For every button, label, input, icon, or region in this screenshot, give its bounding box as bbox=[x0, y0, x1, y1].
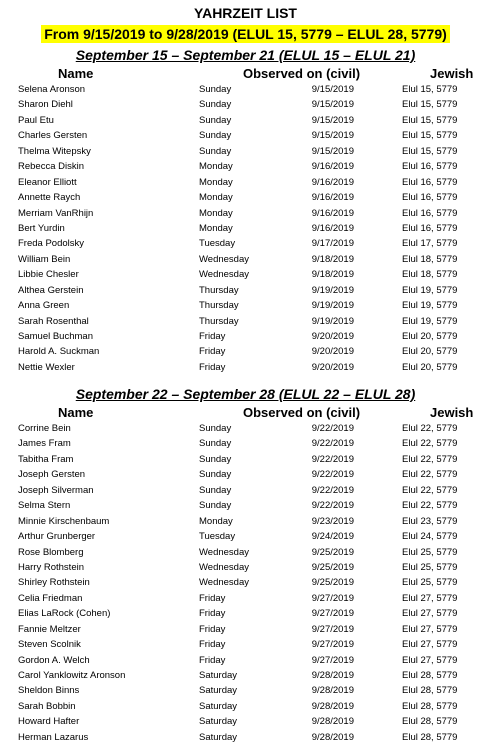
name-cell: Rebecca Diskin bbox=[18, 161, 84, 173]
column-header-row bbox=[0, 404, 491, 421]
week-section-1 bbox=[0, 46, 491, 375]
table-row bbox=[0, 236, 491, 251]
jewish-date-cell: Elul 22, 5779 bbox=[402, 423, 458, 434]
jewish-date-cell: Elul 16, 5779 bbox=[402, 176, 458, 188]
name-cell: Merriam VanRhijn bbox=[18, 207, 94, 219]
name-cell: Eleanor Elliott bbox=[18, 176, 77, 188]
civil-date-cell: 9/28/2019 bbox=[311, 700, 354, 712]
column-header-jewish: Jewish bbox=[430, 405, 474, 420]
table-row bbox=[0, 606, 491, 621]
date-range-text: From 9/15/2019 to 9/28/2019 (ELUL 15, 5779 – ELUL 28, 5779) bbox=[41, 25, 450, 43]
civil-date-cell: 9/19/2019 bbox=[311, 315, 354, 327]
jewish-date-cell: Elul 23, 5779 bbox=[402, 515, 458, 527]
jewish-date-cell: Elul 22, 5779 bbox=[402, 469, 458, 481]
table-row bbox=[0, 190, 491, 205]
table-row bbox=[0, 436, 491, 451]
jewish-date-cell: Elul 22, 5779 bbox=[402, 484, 458, 496]
yahrzeit-rows bbox=[0, 421, 491, 745]
weekday-cell: Monday bbox=[199, 207, 233, 219]
jewish-date-cell: Elul 15, 5779 bbox=[402, 130, 458, 142]
name-cell: Freda Podolsky bbox=[18, 238, 85, 250]
table-row bbox=[0, 545, 491, 560]
weekday-cell: Monday bbox=[199, 222, 233, 234]
weekday-cell: Saturday bbox=[199, 670, 238, 681]
weekday-cell: Sunday bbox=[199, 423, 232, 434]
table-row bbox=[0, 622, 491, 637]
jewish-date-cell: Elul 20, 5779 bbox=[402, 346, 458, 358]
civil-date-cell: 9/16/2019 bbox=[311, 207, 354, 219]
name-cell: Thelma Witepsky bbox=[18, 145, 91, 157]
table-row bbox=[0, 267, 491, 282]
civil-date-cell: 9/28/2019 bbox=[311, 670, 354, 681]
section-heading: September 15 – September 21 (ELUL 15 – ELUL 21) bbox=[75, 47, 416, 63]
weekday-cell: Saturday bbox=[199, 731, 238, 743]
weekday-cell: Sunday bbox=[199, 484, 232, 496]
table-row bbox=[0, 591, 491, 606]
civil-date-cell: 9/28/2019 bbox=[311, 716, 354, 728]
jewish-date-cell: Elul 16, 5779 bbox=[402, 161, 458, 173]
weekday-cell: Sunday bbox=[199, 84, 232, 95]
table-row bbox=[0, 452, 491, 467]
weekday-cell: Saturday bbox=[199, 685, 238, 697]
weekday-cell: Thursday bbox=[199, 284, 239, 296]
name-cell: Carol Yanklowitz Aronson bbox=[18, 670, 126, 681]
jewish-date-cell: Elul 27, 5779 bbox=[402, 654, 458, 666]
jewish-date-cell: Elul 22, 5779 bbox=[402, 438, 458, 450]
table-row bbox=[0, 206, 491, 221]
table-row bbox=[0, 421, 491, 436]
name-cell: Corrine Bein bbox=[18, 423, 71, 434]
civil-date-cell: 9/23/2019 bbox=[311, 515, 354, 527]
jewish-date-cell: Elul 15, 5779 bbox=[402, 84, 458, 95]
jewish-date-cell: Elul 20, 5779 bbox=[402, 331, 458, 342]
weekday-cell: Wednesday bbox=[199, 561, 249, 573]
column-header-observed: Observed on (civil) bbox=[243, 405, 361, 420]
name-cell: Minnie Kirschenbaum bbox=[18, 515, 110, 527]
weekday-cell: Saturday bbox=[199, 716, 238, 728]
table-row bbox=[0, 699, 491, 714]
weekday-cell: Friday bbox=[199, 623, 226, 635]
jewish-date-cell: Elul 28, 5779 bbox=[402, 685, 458, 697]
civil-date-cell: 9/27/2019 bbox=[311, 654, 354, 666]
civil-date-cell: 9/19/2019 bbox=[311, 284, 354, 296]
column-header-name: Name bbox=[58, 66, 94, 81]
table-row bbox=[0, 159, 491, 174]
name-cell: Joseph Gersten bbox=[18, 469, 86, 481]
table-row bbox=[0, 498, 491, 513]
table-row bbox=[0, 683, 491, 698]
civil-date-cell: 9/15/2019 bbox=[311, 84, 354, 95]
table-row bbox=[0, 360, 491, 375]
name-cell: Sheldon Binns bbox=[18, 685, 80, 697]
table-row bbox=[0, 221, 491, 236]
column-header-row bbox=[0, 65, 491, 82]
table-row bbox=[0, 144, 491, 159]
weekday-cell: Thursday bbox=[199, 300, 239, 312]
column-header-observed: Observed on (civil) bbox=[243, 66, 361, 81]
jewish-date-cell: Elul 27, 5779 bbox=[402, 639, 458, 651]
weekday-cell: Tuesday bbox=[199, 238, 236, 250]
weekday-cell: Sunday bbox=[199, 438, 232, 450]
jewish-date-cell: Elul 28, 5779 bbox=[402, 700, 458, 712]
yahrzeit-rows bbox=[0, 82, 491, 375]
name-cell: Celia Friedman bbox=[18, 592, 83, 604]
name-cell: Bert Yurdin bbox=[18, 222, 65, 234]
table-row bbox=[0, 314, 491, 329]
name-cell: Annette Raych bbox=[18, 192, 81, 204]
name-cell: Samuel Buchman bbox=[18, 331, 93, 342]
weekday-cell: Friday bbox=[199, 331, 226, 342]
weekday-cell: Friday bbox=[199, 592, 226, 604]
civil-date-cell: 9/22/2019 bbox=[311, 438, 354, 450]
table-row bbox=[0, 113, 491, 128]
name-cell: Selena Aronson bbox=[18, 84, 86, 95]
jewish-date-cell: Elul 19, 5779 bbox=[402, 315, 458, 327]
civil-date-cell: 9/18/2019 bbox=[311, 269, 354, 281]
table-row bbox=[0, 329, 491, 344]
jewish-date-cell: Elul 17, 5779 bbox=[402, 238, 458, 250]
table-row bbox=[0, 637, 491, 652]
civil-date-cell: 9/28/2019 bbox=[311, 685, 354, 697]
civil-date-cell: 9/22/2019 bbox=[311, 453, 354, 465]
date-range-banner bbox=[0, 25, 491, 44]
civil-date-cell: 9/24/2019 bbox=[311, 531, 354, 543]
name-cell: Gordon A. Welch bbox=[18, 654, 90, 666]
name-cell: Nettie Wexler bbox=[18, 361, 75, 373]
table-row bbox=[0, 730, 491, 745]
jewish-date-cell: Elul 24, 5779 bbox=[402, 531, 458, 543]
civil-date-cell: 9/20/2019 bbox=[311, 346, 354, 358]
name-cell: Selma Stern bbox=[18, 500, 71, 512]
table-row bbox=[0, 344, 491, 359]
jewish-date-cell: Elul 25, 5779 bbox=[402, 561, 458, 573]
jewish-date-cell: Elul 22, 5779 bbox=[402, 453, 458, 465]
week-section-2 bbox=[0, 385, 491, 745]
table-row bbox=[0, 653, 491, 668]
table-row bbox=[0, 483, 491, 498]
jewish-date-cell: Elul 27, 5779 bbox=[402, 623, 458, 635]
weekday-cell: Tuesday bbox=[199, 531, 236, 543]
weekday-cell: Sunday bbox=[199, 99, 232, 111]
jewish-date-cell: Elul 28, 5779 bbox=[402, 670, 458, 681]
jewish-date-cell: Elul 18, 5779 bbox=[402, 253, 458, 265]
civil-date-cell: 9/19/2019 bbox=[311, 300, 354, 312]
civil-date-cell: 9/20/2019 bbox=[311, 331, 354, 342]
column-header-jewish: Jewish bbox=[430, 66, 474, 81]
weekday-cell: Friday bbox=[199, 639, 226, 651]
weekday-cell: Sunday bbox=[199, 500, 232, 512]
name-cell: Elias LaRock (Cohen) bbox=[18, 608, 111, 620]
civil-date-cell: 9/18/2019 bbox=[311, 253, 354, 265]
civil-date-cell: 9/28/2019 bbox=[311, 731, 354, 743]
civil-date-cell: 9/16/2019 bbox=[311, 192, 354, 204]
name-cell: Harold A. Suckman bbox=[18, 346, 100, 358]
jewish-date-cell: Elul 28, 5779 bbox=[402, 716, 458, 728]
table-row bbox=[0, 560, 491, 575]
civil-date-cell: 9/22/2019 bbox=[311, 469, 354, 481]
jewish-date-cell: Elul 16, 5779 bbox=[402, 222, 458, 234]
jewish-date-cell: Elul 27, 5779 bbox=[402, 592, 458, 604]
weekday-cell: Saturday bbox=[199, 700, 238, 712]
name-cell: Rose Blomberg bbox=[18, 546, 84, 558]
table-row bbox=[0, 529, 491, 544]
name-cell: Shirley Rothstein bbox=[18, 577, 90, 589]
jewish-date-cell: Elul 25, 5779 bbox=[402, 546, 458, 558]
name-cell: Joseph Silverman bbox=[18, 484, 94, 496]
name-cell: Anna Green bbox=[18, 300, 70, 312]
weekday-cell: Wednesday bbox=[199, 546, 249, 558]
weekday-cell: Sunday bbox=[199, 453, 232, 465]
weekday-cell: Wednesday bbox=[199, 253, 249, 265]
civil-date-cell: 9/27/2019 bbox=[311, 608, 354, 620]
civil-date-cell: 9/15/2019 bbox=[311, 145, 354, 157]
civil-date-cell: 9/25/2019 bbox=[311, 546, 354, 558]
jewish-date-cell: Elul 25, 5779 bbox=[402, 577, 458, 589]
weekday-cell: Wednesday bbox=[199, 269, 249, 281]
weekday-cell: Sunday bbox=[199, 145, 232, 157]
jewish-date-cell: Elul 27, 5779 bbox=[402, 608, 458, 620]
name-cell: Howard Hafter bbox=[18, 716, 80, 728]
civil-date-cell: 9/27/2019 bbox=[311, 592, 354, 604]
table-row bbox=[0, 514, 491, 529]
name-cell: William Bein bbox=[18, 253, 71, 265]
civil-date-cell: 9/25/2019 bbox=[311, 577, 354, 589]
table-row bbox=[0, 175, 491, 190]
jewish-date-cell: Elul 20, 5779 bbox=[402, 361, 458, 373]
jewish-date-cell: Elul 15, 5779 bbox=[402, 99, 458, 111]
weekday-cell: Friday bbox=[199, 361, 226, 373]
name-cell: Herman Lazarus bbox=[18, 731, 89, 743]
jewish-date-cell: Elul 19, 5779 bbox=[402, 284, 458, 296]
weekday-cell: Wednesday bbox=[199, 577, 249, 589]
weekday-cell: Friday bbox=[199, 346, 226, 358]
table-row bbox=[0, 128, 491, 143]
table-row bbox=[0, 467, 491, 482]
name-cell: Sarah Rosenthal bbox=[18, 315, 89, 327]
table-row bbox=[0, 283, 491, 298]
name-cell: Steven Scolnik bbox=[18, 639, 81, 651]
jewish-date-cell: Elul 22, 5779 bbox=[402, 500, 458, 512]
table-row bbox=[0, 298, 491, 313]
column-header-name: Name bbox=[58, 405, 94, 420]
name-cell: Arthur Grunberger bbox=[18, 531, 96, 543]
jewish-date-cell: Elul 18, 5779 bbox=[402, 269, 458, 281]
weekday-cell: Sunday bbox=[199, 469, 232, 481]
weekday-cell: Sunday bbox=[199, 114, 232, 126]
civil-date-cell: 9/20/2019 bbox=[311, 361, 354, 373]
civil-date-cell: 9/15/2019 bbox=[311, 130, 354, 142]
civil-date-cell: 9/22/2019 bbox=[311, 423, 354, 434]
civil-date-cell: 9/16/2019 bbox=[311, 222, 354, 234]
name-cell: Tabitha Fram bbox=[18, 453, 74, 465]
civil-date-cell: 9/16/2019 bbox=[311, 161, 354, 173]
table-row bbox=[0, 82, 491, 97]
name-cell: Charles Gersten bbox=[18, 130, 88, 142]
table-row bbox=[0, 714, 491, 729]
name-cell: Sharon Diehl bbox=[18, 99, 73, 111]
weekday-cell: Monday bbox=[199, 161, 233, 173]
civil-date-cell: 9/15/2019 bbox=[311, 99, 354, 111]
table-row bbox=[0, 575, 491, 590]
name-cell: James Fram bbox=[18, 438, 71, 450]
civil-date-cell: 9/25/2019 bbox=[311, 561, 354, 573]
name-cell: Paul Etu bbox=[18, 114, 54, 126]
jewish-date-cell: Elul 28, 5779 bbox=[402, 731, 458, 743]
table-row bbox=[0, 252, 491, 267]
document-title: YAHRZEIT LIST bbox=[194, 5, 297, 21]
weekday-cell: Monday bbox=[199, 192, 233, 204]
jewish-date-cell: Elul 15, 5779 bbox=[402, 114, 458, 126]
weekday-cell: Thursday bbox=[199, 315, 239, 327]
civil-date-cell: 9/27/2019 bbox=[311, 623, 354, 635]
name-cell: Althea Gerstein bbox=[18, 284, 84, 296]
name-cell: Sarah Bobbin bbox=[18, 700, 76, 712]
weekday-cell: Friday bbox=[199, 654, 226, 666]
name-cell: Harry Rothstein bbox=[18, 561, 84, 573]
civil-date-cell: 9/27/2019 bbox=[311, 639, 354, 651]
weekday-cell: Monday bbox=[199, 515, 233, 527]
civil-date-cell: 9/15/2019 bbox=[311, 114, 354, 126]
name-cell: Fannie Meltzer bbox=[18, 623, 81, 635]
civil-date-cell: 9/17/2019 bbox=[311, 238, 354, 250]
table-row bbox=[0, 97, 491, 112]
civil-date-cell: 9/16/2019 bbox=[311, 176, 354, 188]
jewish-date-cell: Elul 16, 5779 bbox=[402, 192, 458, 204]
jewish-date-cell: Elul 15, 5779 bbox=[402, 145, 458, 157]
weekday-cell: Sunday bbox=[199, 130, 232, 142]
weekday-cell: Friday bbox=[199, 608, 226, 620]
weekday-cell: Monday bbox=[199, 176, 233, 188]
table-row bbox=[0, 668, 491, 683]
civil-date-cell: 9/22/2019 bbox=[311, 484, 354, 496]
jewish-date-cell: Elul 19, 5779 bbox=[402, 300, 458, 312]
civil-date-cell: 9/22/2019 bbox=[311, 500, 354, 512]
section-heading: September 22 – September 28 (ELUL 22 – ELUL 28) bbox=[75, 386, 416, 402]
jewish-date-cell: Elul 16, 5779 bbox=[402, 207, 458, 219]
name-cell: Libbie Chesler bbox=[18, 269, 79, 281]
